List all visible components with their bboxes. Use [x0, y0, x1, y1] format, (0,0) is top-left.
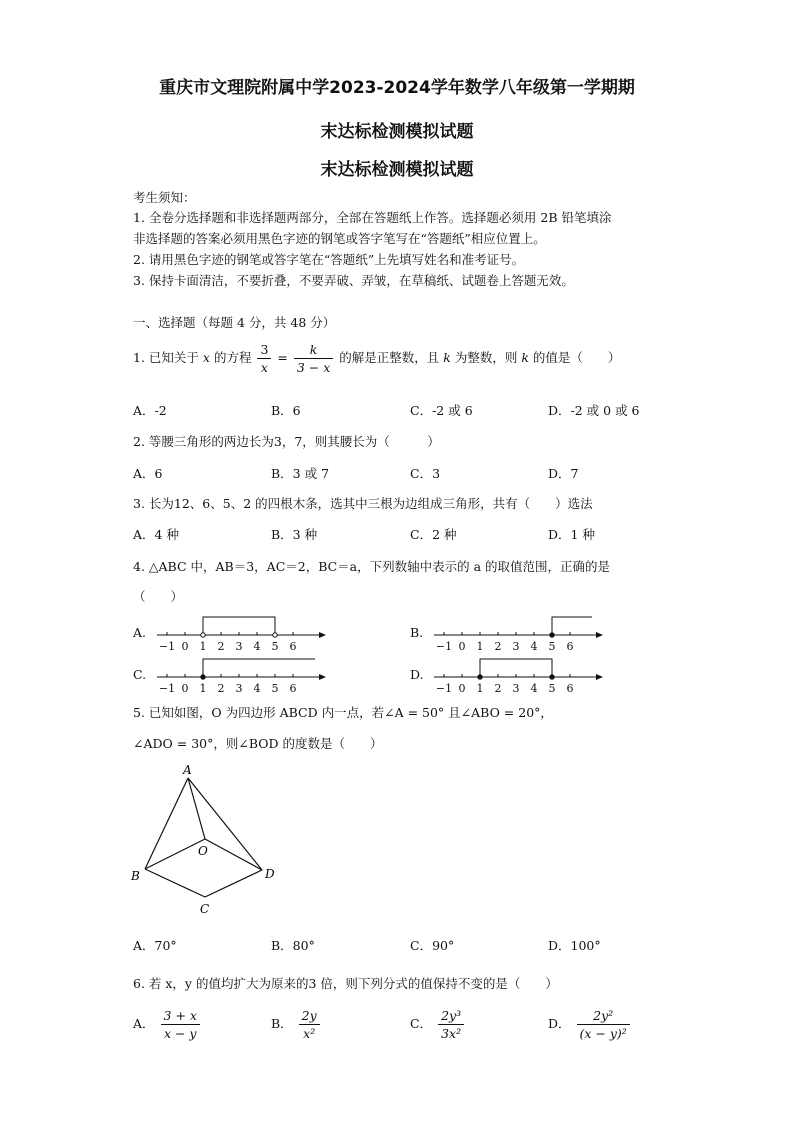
- segment-cd: [205, 870, 262, 897]
- axis-arrow: [596, 674, 603, 680]
- q2-option-a: A．6: [133, 466, 163, 481]
- q3-option-c: C．2 种: [410, 527, 457, 542]
- endpoint-marker: [273, 633, 277, 637]
- tick-label: 3: [235, 640, 243, 653]
- question-5-stem-2: ∠ADO = 30°，则∠BOD 的度数是（ ）: [133, 736, 383, 751]
- q1-var-x: x: [202, 350, 210, 365]
- q4-number-line-a: [155, 608, 335, 656]
- tick-label: 0: [181, 640, 189, 653]
- axis-arrow: [596, 632, 603, 638]
- tick-label: −1: [435, 682, 453, 695]
- q1-post-2: 为整数，则: [454, 350, 518, 365]
- tick-label: 5: [548, 640, 556, 653]
- notice-item-3: 3. 保持卡面清洁，不要折叠，不要弄破、弄皱，在草稿纸、试题卷上答题无效。: [133, 273, 574, 288]
- q6-option-c: [410, 1008, 466, 1041]
- tick-label: 3: [512, 682, 520, 695]
- tick-label: −1: [435, 640, 453, 653]
- point-label-b: B: [131, 869, 140, 883]
- tick-label: 3: [512, 640, 520, 653]
- endpoint-marker: [550, 675, 554, 679]
- q1-pre: 1. 已知关于: [133, 350, 199, 365]
- q6-option-d-fraction: $\frac{\text{2y²}}{\text{(x − y)²}}$: [577, 1008, 630, 1041]
- segment-do: [205, 839, 262, 870]
- axis-arrow: [319, 674, 326, 680]
- title-line-2: 末达标检测模拟试题: [320, 122, 474, 142]
- q6-option-a: [133, 1008, 202, 1041]
- question-3-stem: 3. 长为12、6、5、2 的四根木条，选其中三根为边组成三角形，共有（ ）选法: [133, 496, 593, 511]
- q5-option-b: B．80°: [271, 938, 315, 953]
- tick-label: −1: [158, 682, 176, 695]
- q6-option-a-label: A．: [133, 1016, 155, 1031]
- tick-label: 6: [289, 682, 297, 695]
- q6-option-a-fraction: $\frac{3 + x}{x - y}$: [161, 1008, 200, 1041]
- title-line-3: 末达标检测模拟试题: [320, 160, 474, 180]
- question-4-stem: 4. △ABC 中，AB＝3，AC＝2，BC＝a，下列数轴中表示的 a 的取值范围，正确的是: [133, 559, 611, 574]
- segment-ab: [145, 778, 188, 869]
- q6-option-c-label: C．: [410, 1016, 433, 1031]
- q1-option-b: B．6: [271, 403, 301, 418]
- tick-label: 1: [476, 682, 484, 695]
- tick-label: 2: [217, 682, 225, 695]
- q6-option-b-label: B．: [271, 1016, 293, 1031]
- point-label-a: A: [183, 763, 192, 777]
- q6-option-b-fraction: $\frac{2y}{\text{x²}}$: [299, 1008, 320, 1041]
- range-bracket: [480, 659, 552, 675]
- q2-option-c: C．3: [410, 466, 441, 481]
- tick-label: 5: [271, 640, 279, 653]
- tick-label: 1: [476, 640, 484, 653]
- q5-option-a: A．70°: [133, 938, 177, 953]
- range-bracket: [552, 617, 592, 633]
- q1-option-a: A．-2: [133, 403, 167, 418]
- point-label-d: D: [265, 867, 275, 881]
- endpoint-marker: [201, 633, 205, 637]
- q6-option-b: [271, 1008, 322, 1041]
- tick-label: 0: [458, 640, 466, 653]
- tick-label: 2: [494, 682, 502, 695]
- question-4-stem-2: （ ）: [133, 589, 184, 604]
- segment-bc: [145, 869, 205, 897]
- tick-label: 4: [253, 682, 261, 695]
- tick-label: 4: [530, 640, 538, 653]
- tick-label: −1: [158, 640, 176, 653]
- q4-option-c-label: C.: [133, 667, 147, 682]
- range-bracket: [203, 617, 275, 633]
- q3-option-a: A．4 种: [133, 527, 179, 542]
- tick-label: 4: [253, 640, 261, 653]
- q6-option-c-fraction: $\frac{\text{2y³}}{\text{3x²}}$: [438, 1008, 464, 1041]
- question-6-stem: 6. 若 x，y 的值均扩大为原来的3 倍，则下列分式的值保持不变的是（ ）: [133, 976, 558, 991]
- question-2-stem: 2. 等腰三角形的两边长为3，7，则其腰长为（ ）: [133, 434, 440, 449]
- q1-option-c: C．-2 或 6: [410, 403, 473, 418]
- q6-option-d: [548, 1008, 632, 1041]
- tick-label: 3: [235, 682, 243, 695]
- q3-option-b: B．3 种: [271, 527, 318, 542]
- q6-option-d-label: D．: [548, 1016, 571, 1031]
- q1-equals: =: [277, 350, 288, 365]
- segment-ao: [188, 778, 205, 839]
- tick-label: 0: [181, 682, 189, 695]
- tick-label: 5: [271, 682, 279, 695]
- q1-fraction-1: $\frac{3}{x}$: [257, 342, 271, 375]
- tick-label: 2: [217, 640, 225, 653]
- tick-label: 1: [199, 640, 207, 653]
- tick-label: 1: [199, 682, 207, 695]
- q1-post-3: 的值是（ ）: [532, 350, 621, 365]
- tick-label: 0: [458, 682, 466, 695]
- notice-item-1b: 非选择题的答案必须用黑色字迹的钢笔或答字笔写在“答题纸”相应位置上。: [133, 231, 546, 246]
- q1-fraction-2: $\frac{k}{3 - x}$: [294, 342, 333, 375]
- title-line-1: 重庆市文理院附属中学2023-2024学年数学八年级第一学期期: [159, 78, 635, 98]
- q2-option-d: D．7: [548, 466, 579, 481]
- q4-option-d-label: D.: [410, 667, 424, 682]
- point-label-o: O: [198, 844, 208, 858]
- notice-heading: 考生须知：: [133, 190, 196, 205]
- range-bracket: [203, 659, 315, 675]
- tick-label: 2: [494, 640, 502, 653]
- q4-number-line-c: [155, 650, 335, 698]
- axis-arrow: [319, 632, 326, 638]
- question-5-stem-1: 5. 已知如图，O 为四边形 ABCD 内一点，若∠A = 50° 且∠ABO = 20°，: [133, 705, 553, 720]
- endpoint-marker: [550, 633, 554, 637]
- tick-label: 6: [289, 640, 297, 653]
- q5-option-c: C．90°: [410, 938, 455, 953]
- endpoint-marker: [201, 675, 205, 679]
- q4-number-line-b: [432, 608, 612, 656]
- section-1-heading: 一、选择题（每题 4 分，共 48 分）: [133, 315, 336, 330]
- notice-item-2: 2. 请用黑色字迹的钢笔或答字笔在“答题纸”上先填写姓名和准考证号。: [133, 252, 525, 267]
- q2-option-b: B．3 或 7: [271, 466, 330, 481]
- q4-option-b-label: B.: [410, 625, 424, 640]
- q4-option-a-label: A.: [133, 625, 147, 640]
- notice-item-1a: 1. 全卷分选择题和非选择题两部分，全部在答题纸上作答。选择题必须用 2B 铅笔填涂: [133, 210, 612, 225]
- q3-option-d: D．1 种: [548, 527, 595, 542]
- q1-var-k-2: k: [521, 350, 529, 365]
- q1-var-k: k: [443, 350, 451, 365]
- q1-mid: 的方程: [213, 350, 252, 365]
- q1-option-d: D．-2 或 0 或 6: [548, 403, 640, 418]
- question-1-stem: [133, 342, 620, 375]
- q4-number-line-d: [432, 650, 612, 698]
- segment-bo: [145, 839, 205, 869]
- tick-label: 5: [548, 682, 556, 695]
- point-label-c: C: [200, 902, 210, 916]
- tick-label: 4: [530, 682, 538, 695]
- q5-quadrilateral-figure: [128, 762, 298, 922]
- q5-option-d: D．100°: [548, 938, 601, 953]
- tick-label: 6: [566, 682, 574, 695]
- endpoint-marker: [478, 675, 482, 679]
- tick-label: 6: [566, 640, 574, 653]
- q1-post-1: 的解是正整数，且: [339, 350, 440, 365]
